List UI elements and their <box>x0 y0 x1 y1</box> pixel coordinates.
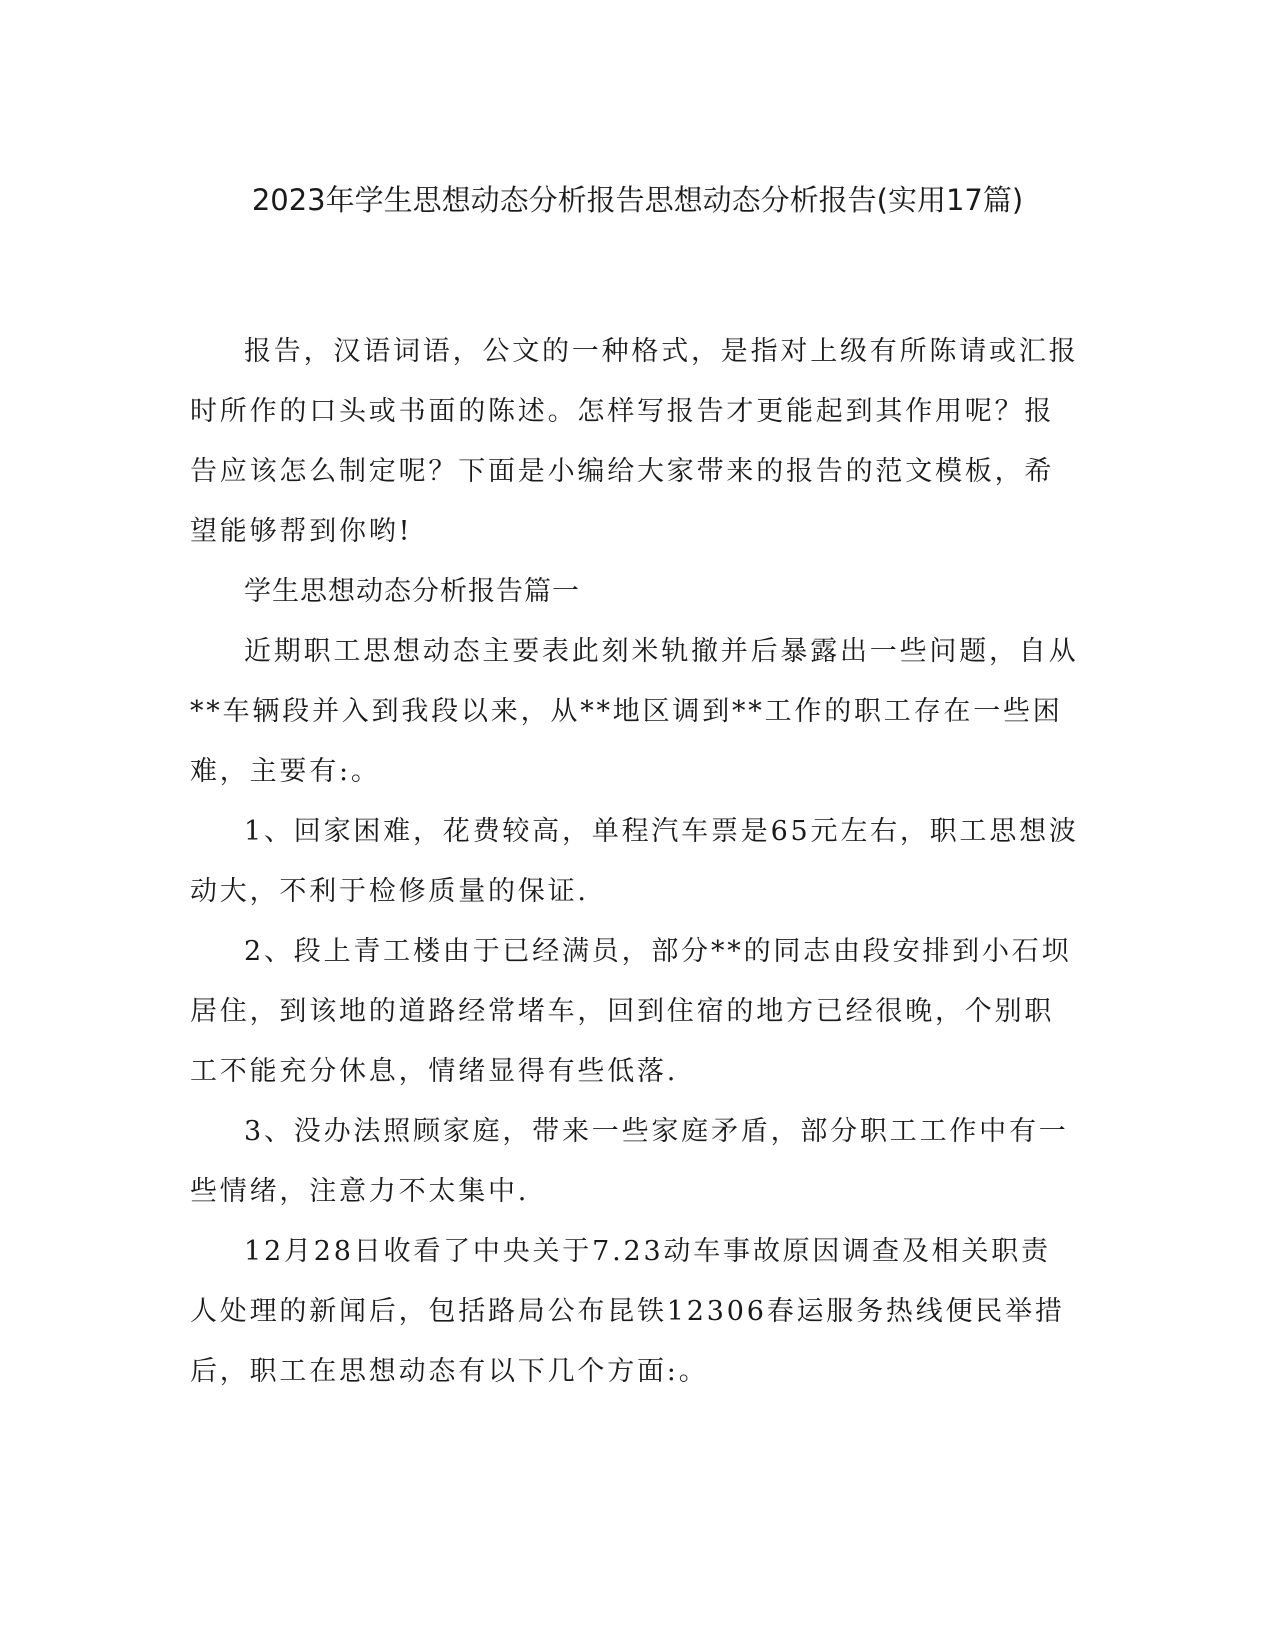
list-item-3: 3、没办法照顾家庭，带来一些家庭矛盾，部分职工工作中有一些情绪，注意力不太集中. <box>190 1116 1069 1207</box>
body-paragraph: 近期职工思想动态主要表此刻米轨撤并后暴露出一些问题，自从**车辆段并入到我段以来，从**地区调到**工作的职工存在一些困难，主要有:。 <box>190 636 1079 787</box>
document-body <box>190 322 1080 1402</box>
intro-paragraph: 报告，汉语词语，公文的一种格式，是指对上级有所陈请或汇报时所作的口头或书面的陈述。怎样写报告才更能起到其作用呢？报告应该怎么制定呢？下面是小编给大家带来的报告的范文模板，希望能够帮到你哟! <box>190 336 1079 547</box>
body-paragraph-2: 12月28日收看了中央关于7.23动车事故原因调查及相关职责人处理的新闻后，包括路局公布昆铁12306春运服务热线便民举措后，职工在思想动态有以下几个方面:。 <box>190 1236 1065 1387</box>
list-item-2: 2、段上青工楼由于已经满员，部分**的同志由段安排到小石坝居住，到该地的道路经常堵车，回到住宿的地方已经很晚，个别职工不能充分休息，情绪显得有些低落. <box>190 936 1072 1087</box>
section-heading: 学生思想动态分析报告篇一 <box>244 576 580 607</box>
document-title: 2023年学生思想动态分析报告思想动态分析报告(实用17篇) <box>251 183 1024 217</box>
list-item-1: 1、回家困难，花费较高，单程汽车票是65元左右，职工思想波动大，不利于检修质量的保证. <box>190 816 1079 907</box>
